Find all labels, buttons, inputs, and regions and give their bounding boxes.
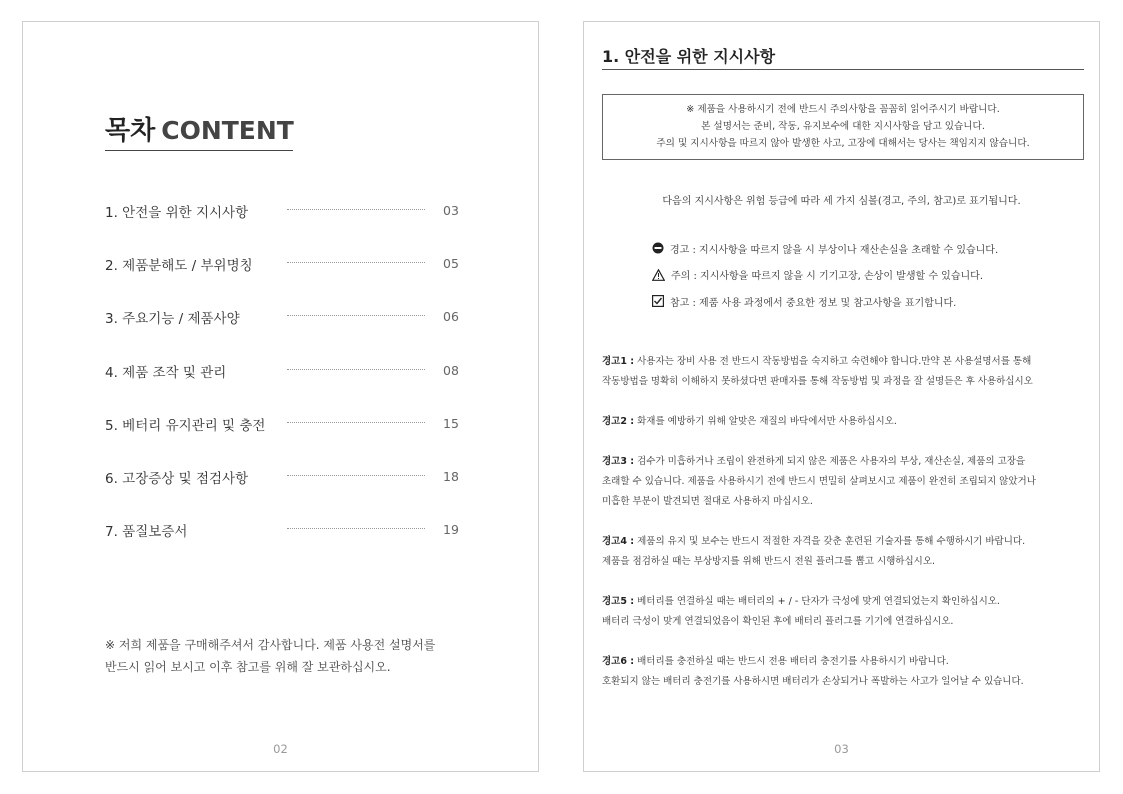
- toc-item-page: 05: [443, 256, 459, 272]
- warning-text: 검수가 미흡하거나 조립이 완전하게 되지 않은 제품은 사용자의 부상, 재산손실, 제품의 고장을: [637, 456, 1026, 467]
- toc-leader-dots: [287, 209, 425, 210]
- toc-leader-dots: [287, 422, 425, 423]
- warning-line: [602, 532, 1084, 552]
- notice-line: ※ 제품을 사용하시기 전에 반드시 주의사항을 꼼꼼히 읽어주시기 바랍니다.: [686, 104, 1000, 115]
- warning-text: 화재를 예방하기 위해 알맞은 재질의 바닥에서만 사용하십시오.: [637, 416, 897, 427]
- toc-item[interactable]: [105, 516, 461, 569]
- toc-leader-dots: [287, 528, 425, 529]
- warning-line: 초래할 수 있습니다. 제품을 사용하시기 전에 반드시 면밀히 살펴보시고 제품이 완전히 조립되지 않았거나: [602, 476, 1036, 487]
- stop-icon: [652, 242, 664, 254]
- toc-leader-dots: [287, 315, 425, 316]
- toc-item-page: 19: [443, 522, 459, 538]
- toc-item-label: 2. 제품분해도 / 부위명칭: [105, 258, 253, 275]
- warning-label: 경고5 :: [602, 596, 635, 607]
- legend-text: 경고 : 지시사항을 따르지 않을 시 부상이나 재산손실을 초래할 수 있습니다.: [670, 244, 999, 256]
- page-number: 02: [273, 742, 288, 756]
- toc-item-label: 1. 안전을 위한 지시사항: [105, 205, 249, 221]
- warning-label: 경고2 :: [602, 416, 635, 427]
- warning-line: [602, 412, 1084, 432]
- warning-line: 배터리 극성이 맞게 연결되었음이 확인된 후에 배터리 플러그를 기기에 연결하십시오.: [602, 616, 954, 627]
- section-title: 1. 안전을 위한 지시사항: [602, 47, 776, 66]
- toc-item-page: 08: [443, 362, 459, 378]
- toc-title-en: CONTENT: [161, 116, 294, 145]
- warning-block: [602, 532, 1084, 592]
- legend-item-note: [652, 288, 998, 315]
- warning-block: [602, 352, 1084, 412]
- caution-triangle-icon: [652, 269, 665, 281]
- warning-line: 미흡한 부분이 발견되면 절대로 사용하지 마십시오.: [602, 496, 813, 507]
- warning-block: [602, 452, 1084, 532]
- notice-line: 본 설명서는 준비, 작동, 유지보수에 대한 지시사항을 담고 있습니다.: [701, 121, 985, 132]
- checkbox-icon: [652, 295, 664, 307]
- warning-line: [602, 452, 1084, 472]
- notice-line: 주의 및 지시사항을 따르지 않아 발생한 사고, 고장에 대해서는 당사는 책임지지 않습니다.: [656, 138, 1030, 149]
- notice-box: [602, 94, 1084, 160]
- warning-label: 경고4 :: [602, 536, 635, 547]
- toc-item-page: 06: [443, 309, 459, 325]
- warning-line: 호환되지 않는 배터리 충전기를 사용하시면 배터리가 손상되거나 폭발하는 사고가 일어날 수 있습니다.: [602, 676, 1024, 687]
- warning-text: 베터리를 연결하실 때는 배터리의 + / - 단자가 극성에 맞게 연결되었는지 확인하십시오.: [637, 596, 1000, 607]
- toc-title-underline: [105, 150, 293, 151]
- warning-line: [602, 592, 1084, 612]
- symbol-legend: [652, 235, 998, 315]
- toc-title-ko: 목차: [105, 116, 156, 146]
- section-title-underline: [602, 69, 1084, 70]
- toc-leader-dots: [287, 262, 425, 263]
- warning-text: 사용자는 장비 사용 전 반드시 작동방법을 숙지하고 숙련해야 합니다.만약 본 사용설명서를 통해: [637, 356, 1032, 367]
- legend-text: 참고 : 제품 사용 과정에서 중요한 정보 및 참고사항을 표기합니다.: [670, 297, 957, 309]
- toc-item[interactable]: [105, 410, 461, 463]
- warning-list: [602, 352, 1084, 712]
- warning-block: [602, 652, 1084, 712]
- purchase-note-line: ※ 저희 제품을 구매해주셔서 감사합니다. 제품 사용전 설명서를: [105, 638, 436, 652]
- warning-text: 제품의 유지 및 보수는 반드시 적절한 자격을 갖춘 훈련된 기술자를 통해 수행하시기 바랍니다.: [637, 536, 1026, 547]
- toc-item[interactable]: [105, 463, 461, 516]
- toc-item[interactable]: [105, 250, 461, 303]
- purchase-note: [105, 634, 485, 678]
- toc-item-label: 3. 주요기능 / 제품사양: [105, 311, 240, 328]
- warning-block: [602, 592, 1084, 652]
- legend-item-caution: [652, 262, 998, 289]
- toc-item-label: 5. 베터리 유지관리 및 충전: [105, 417, 266, 434]
- warning-text: 배터리를 충전하실 때는 반드시 전용 배터리 충전기를 사용하시기 바랍니다.: [637, 656, 949, 667]
- warning-label: 경고6 :: [602, 656, 635, 667]
- toc-item[interactable]: [105, 303, 461, 356]
- warning-label: 경고3 :: [602, 456, 635, 467]
- toc-item-page: 18: [443, 468, 459, 484]
- warning-line: [602, 352, 1084, 372]
- warning-block: [602, 412, 1084, 452]
- legend-item-warning: [652, 235, 998, 262]
- toc-item[interactable]: [105, 357, 461, 410]
- warning-label: 경고1 :: [602, 356, 635, 367]
- toc-item-page: 15: [443, 415, 459, 431]
- toc-item-page: 03: [443, 203, 459, 218]
- toc-item-label: 7. 품질보증서: [105, 524, 188, 541]
- toc-title: [105, 112, 294, 144]
- toc-item[interactable]: [105, 197, 461, 250]
- symbol-intro: 다음의 지시사항은 위험 등급에 따라 세 가지 심볼(경고, 주의, 참고)로 표기됩니다.: [662, 196, 1021, 207]
- right-page: [583, 21, 1100, 772]
- toc-leader-dots: [287, 475, 425, 476]
- warning-line: [602, 652, 1084, 672]
- warning-line: 작동방법을 명확히 이해하지 못하셨다면 판매자를 통해 작동방법 및 과정을 잘 설명듣은 후 사용하십시오: [602, 376, 1033, 387]
- left-page: [22, 21, 539, 772]
- warning-line: 제품을 점검하실 때는 부상방지를 위해 반드시 전원 플러그를 뽑고 시행하십시오.: [602, 556, 936, 567]
- purchase-note-line: 반드시 읽어 보시고 이후 참고를 위해 잘 보관하십시오.: [105, 660, 391, 674]
- legend-text: 주의 : 지시사항을 따르지 않을 시 기기고장, 손상이 발생할 수 있습니다.: [671, 271, 983, 283]
- toc-item-label: 6. 고장증상 및 점검사항: [105, 470, 249, 487]
- toc-list: [105, 197, 461, 569]
- toc-item-label: 4. 제품 조작 및 관리: [105, 364, 227, 381]
- toc-leader-dots: [287, 369, 425, 370]
- page-number: 03: [834, 742, 849, 756]
